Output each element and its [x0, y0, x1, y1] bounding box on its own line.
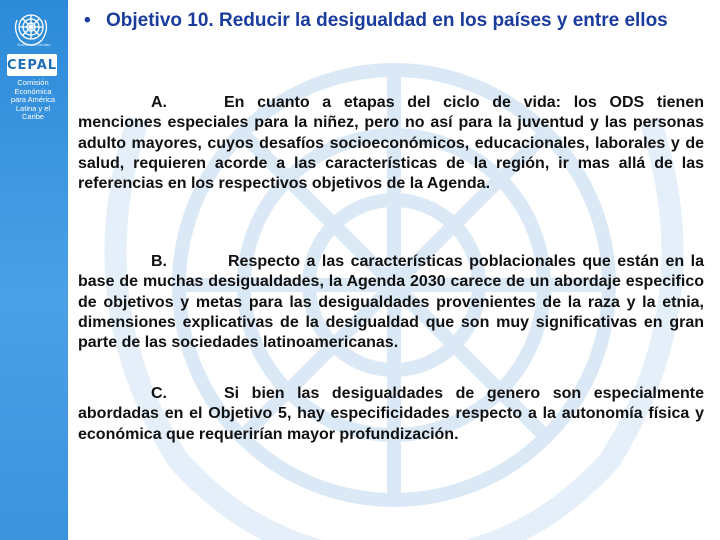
org-line: Comisión — [17, 78, 49, 87]
paragraph-label: B. — [151, 253, 167, 270]
paragraph-text: Respecto a las características poblacionales que están en la base de muchas desigualdades, la Agenda 2030 carece de un abordaje especifico de objetivos y metas para las desigualdades provenientes de la raza y la etnia, dimensiones explicativas de la desigualdad que son muy significativas en gran parte de las sociedades latinoamericanas. — [78, 253, 704, 352]
title-text: Objetivo 10. Reducir la desigualdad en los países y entre ellos — [106, 10, 668, 31]
paragraph-text: En cuanto a etapas del ciclo de vida: los ODS tienen menciones especiales para la niñez, pero no así para la juventud y las personas adulto mayores, cuyos desafíos socioeconómicos, educacionales, laborales y de salud, requieren acorde a las características de la región, ir mas allá de las referencias en los respectivos objetivos de la Agenda. — [78, 94, 704, 193]
bullet-icon: • — [84, 10, 91, 31]
paragraph-label: C. — [151, 385, 167, 402]
cepal-logo: CEPAL — [6, 57, 58, 73]
slide-content — [78, 0, 704, 540]
un-caption: Naciones Unidas — [17, 42, 51, 47]
org-line: para América — [10, 95, 56, 104]
org-line: Latina y el — [15, 103, 51, 113]
cepal-logo-box — [7, 54, 57, 76]
paragraph-text: Si bien las desigualdades de genero son especialmente abordadas en el Objetivo 5, hay especificidades respecto a la autonomía física y económica que requerirían mayor profundización. — [78, 385, 704, 443]
paragraph-label: A. — [151, 94, 167, 111]
paragraph-b — [78, 252, 704, 353]
sidebar — [0, 0, 68, 540]
organization-name — [2, 79, 64, 122]
org-line: Caribe — [21, 112, 45, 121]
org-line: Económica — [14, 86, 52, 96]
paragraph-a — [78, 93, 704, 194]
slide-title — [84, 8, 704, 34]
un-emblem-icon — [8, 8, 54, 54]
paragraph-c — [78, 384, 704, 445]
